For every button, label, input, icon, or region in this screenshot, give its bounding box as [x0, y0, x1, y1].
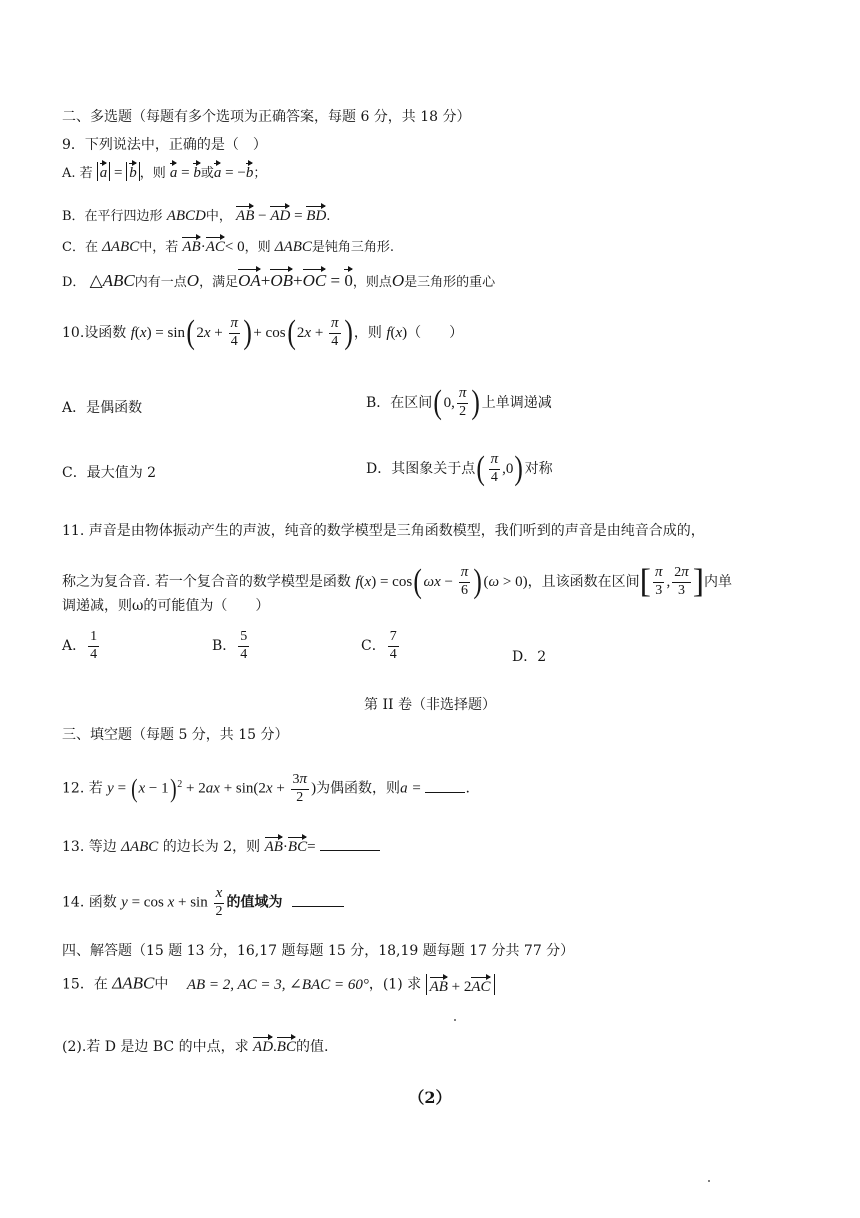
question-10-option-b: B．在区间(0, $\frac{\pi}{2}$ )上单调递减	[366, 384, 552, 421]
question-14: 14. 函数 y = cos x + sin $\frac{x}{2}$ 的值域为	[62, 886, 344, 919]
question-11-line-1: 11. 声音是由物体振动产生的声波，纯音的数学模型是三角函数模型，我们听到的声音是由纯音合成的，	[62, 523, 705, 539]
question-9-option-d: D． △ABC内有一点O，满足OA+OB+OC = 0，则点O是三角形的重心	[62, 268, 495, 289]
question-11-option-b: B． $\frac{5}{4}$	[212, 629, 248, 662]
part-2-title: 第 II 卷（非选择题）	[364, 697, 496, 713]
question-11-line-3: 调递减，则ω的可能值为（ ）	[62, 598, 270, 614]
question-10-stem: 10.设函数 f(x) = sin(2x + $\frac{\pi}{4}$ )+ cos(2x + $\frac{\pi}{4}$ )，则 f(x)（ ）	[62, 314, 464, 351]
question-9-option-b: B．在平行四边形 ABCD中， AB − AD = BD.	[62, 205, 330, 224]
question-12: 12. 若 $y = (x - 1)^2 + 2ax + \sin(2x$ + $\frac{3\pi}{2}$ )为偶函数，则a = .	[62, 771, 470, 805]
question-10-option-c: C．最大值为 2	[62, 465, 157, 481]
answer-blank-12[interactable]	[425, 792, 465, 793]
section-header-multiple-choice: 二、多选题（每题有多个选项为正确答案，每题 6 分，共 18 分）	[62, 109, 471, 125]
question-9-option-a: A. 若 a = b ，则 a = b或a = −b；	[62, 162, 266, 181]
abs-vector-sum: AB + 2AC	[426, 974, 495, 995]
answer-blank-13[interactable]	[320, 850, 380, 851]
question-13: 13. 等边 ΔABC 的边长为 2，则 AB·BC=	[62, 836, 380, 855]
question-11-option-a: A． $\frac{1}{4}$	[62, 629, 98, 662]
answer-blank-14[interactable]	[292, 906, 344, 907]
question-10-option-d: D．其图象关于点( $\frac{\pi}{4}$ ,0)对称	[366, 450, 553, 487]
page-number: （2）	[408, 1088, 452, 1107]
question-9-option-c: C．在 ΔABC中，若 AB·AC< 0，则 ΔABC是钝角三角形.	[62, 236, 394, 255]
abs-vec-b: b	[126, 162, 140, 181]
question-11-option-c: C． $\frac{7}{4}$	[361, 629, 397, 662]
question-9-stem: 9．下列说法中，正确的是（ ）	[62, 137, 267, 153]
scan-speck-bottom	[708, 1180, 710, 1182]
question-10-option-a: A．是偶函数	[62, 400, 143, 416]
abs-vec-a: a	[97, 162, 111, 181]
section-header-fill-in: 三、填空题（每题 5 分，共 15 分）	[62, 727, 289, 743]
section-header-solutions: 四、解答题（15 题 13 分，16,17 题每题 15 分，18,19 题每题 17 分共 77 分）	[62, 943, 575, 959]
question-15-part-1: 15．在 ΔABC中 AB = 2, AC = 3, ∠BAC = 60°，(1) 求 AB + 2AC	[62, 974, 495, 995]
question-15-part-2: (2).若 D 是边 BC 的中点，求 AD.BC的值.	[62, 1036, 328, 1055]
scan-speck	[454, 1019, 456, 1021]
question-11-line-2: 称之为复合音. 若一个复合音的数学模型是函数 f(x) = cos(ωx − $\frac{\pi}{6}$ )(ω > 0)，且该函数在区间[ $\frac{\pi}{3}$ , $\frac{2\pi}{3}$ ]内单	[62, 563, 733, 600]
question-11-option-d: D．2	[512, 649, 547, 665]
